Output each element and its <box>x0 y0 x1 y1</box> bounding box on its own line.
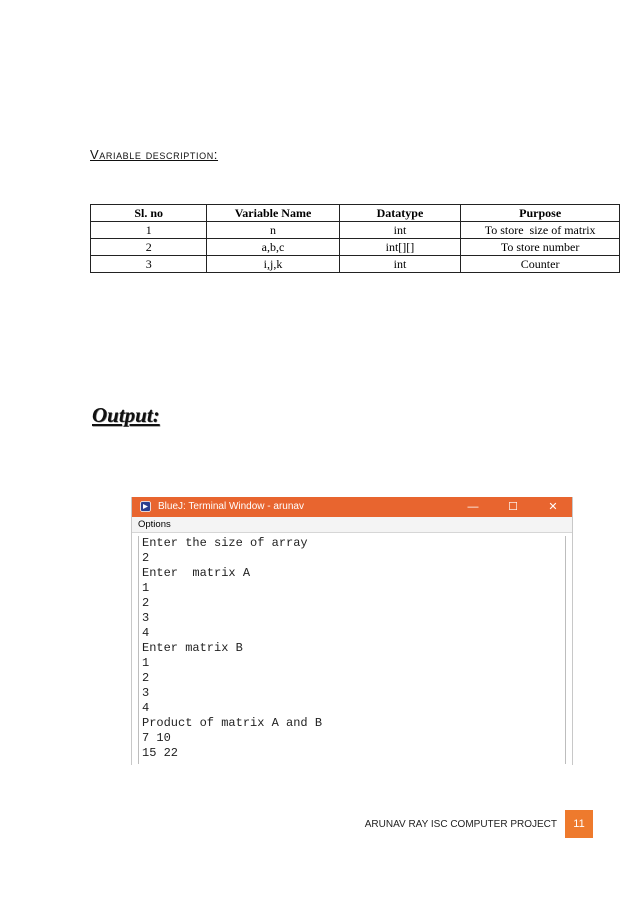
close-icon[interactable]: ✕ <box>548 501 558 513</box>
column-header: Purpose <box>461 205 620 222</box>
column-header: Variable Name <box>207 205 339 222</box>
console-line: 4 <box>142 626 150 640</box>
output-heading: Output: <box>92 403 160 427</box>
maximize-icon[interactable]: ☐ <box>508 501 518 513</box>
table-cell: 2 <box>91 239 207 256</box>
console-line: 2 <box>142 596 150 610</box>
table-row <box>91 222 620 239</box>
table-cell: 3 <box>91 256 207 273</box>
table-cell: To store number <box>461 239 620 256</box>
console-line: 2 <box>142 551 150 565</box>
table-cell: int <box>339 256 461 273</box>
page-footer <box>365 810 593 838</box>
console-line: 7 10 <box>142 731 171 745</box>
table-cell: Counter <box>461 256 620 273</box>
table-cell: int <box>339 222 461 239</box>
table-header-row <box>91 205 620 222</box>
table-cell: i,j,k <box>207 256 339 273</box>
console-line: Enter the size of array <box>142 536 308 550</box>
terminal-titlebar <box>132 497 572 517</box>
table-cell: 1 <box>91 222 207 239</box>
variable-table <box>90 204 620 273</box>
table-cell: a,b,c <box>207 239 339 256</box>
variable-description-heading: Variable description: <box>90 147 219 162</box>
terminal-title: BlueJ: Terminal Window - arunav <box>158 501 304 512</box>
page-number-badge: 11 <box>565 810 593 838</box>
table-cell: int[][] <box>339 239 461 256</box>
options-menu[interactable]: Options <box>138 519 171 530</box>
minimize-icon[interactable]: — <box>467 501 479 513</box>
console-line: 4 <box>142 701 150 715</box>
console-line: 2 <box>142 671 150 685</box>
bluej-app-icon <box>140 501 151 512</box>
terminal-console-output <box>138 536 566 764</box>
table-cell: To store size of matrix <box>461 222 620 239</box>
console-line: 3 <box>142 611 150 625</box>
console-line: 1 <box>142 581 150 595</box>
footer-project-title: ARUNAV RAY ISC COMPUTER PROJECT <box>364 818 557 830</box>
console-line: Product of matrix A and B <box>142 716 323 730</box>
column-header: Sl. no <box>91 205 207 222</box>
table-row <box>91 239 620 256</box>
console-line: Enter matrix A <box>142 566 251 580</box>
console-line: 3 <box>142 686 150 700</box>
console-line: Enter matrix B <box>142 641 243 655</box>
terminal-window-screenshot <box>131 497 573 765</box>
terminal-menubar <box>132 517 572 533</box>
column-header: Datatype <box>339 205 461 222</box>
console-line: 15 22 <box>142 746 179 760</box>
table-row <box>91 256 620 273</box>
console-line: 1 <box>142 656 150 670</box>
table-cell: n <box>207 222 339 239</box>
